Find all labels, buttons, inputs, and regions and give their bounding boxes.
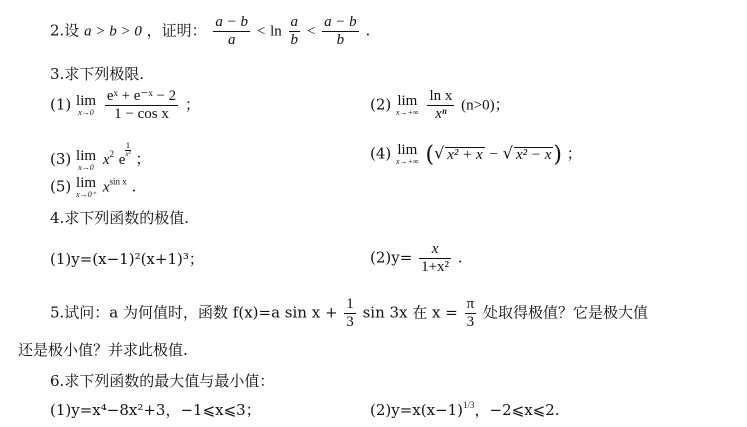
sqrt-symbol: √ bbox=[434, 143, 445, 163]
problem-6-title: 6.求下列函数的最大值与最小值： bbox=[50, 372, 275, 390]
fraction-a-over-b: $\frac{a}{b}$ bbox=[290, 14, 299, 48]
fraction-pi-over-3: $\frac{\pi}{3}$ bbox=[466, 296, 475, 330]
problem-3-item-1: (1) lim x→0 $\frac{\text{eˣ + e⁻ˣ − 2}}{\text{1 − cos x}}$ ； bbox=[50, 88, 200, 122]
problem-2-prove: ，证明： bbox=[146, 21, 207, 40]
radicand-1: x² + x bbox=[447, 146, 483, 163]
limit-operator: lim x→0⁺ bbox=[76, 175, 97, 199]
less-than-2: < bbox=[306, 23, 316, 40]
problem-2-condition: a > b > 0 bbox=[84, 23, 142, 40]
sqrt-symbol: √ bbox=[502, 143, 513, 163]
fraction-limit-2: $\frac{\text{ln x}}{\text{xⁿ}}$ bbox=[429, 88, 453, 122]
problem-4-title: 4.求下列函数的极值. bbox=[50, 209, 190, 227]
fraction-x-over-1-plus-x2: $\frac{x}{\text{1+x²}}$ bbox=[421, 241, 450, 275]
radicand-2: x² − x bbox=[515, 146, 552, 163]
problem-5-line-1: 5.试问：a 为何值时，函数 f(x)=a sin x + $\frac{1}{3}$ sin 3x 在 x = $\frac{\pi}{3}$ 处取得极值？它是极大值 bbox=[50, 296, 648, 330]
less-than-1: < bbox=[256, 23, 266, 40]
limit-operator: lim x→0 bbox=[76, 93, 97, 117]
right-paren: ) bbox=[553, 142, 562, 168]
problem-3-item-2: (2) lim x→+∞ $\frac{\text{ln x}}{\text{xⁿ}}$ (n>0)； bbox=[370, 88, 510, 122]
fraction-a-minus-b-over-b: $\frac{a - b}{b}$ bbox=[324, 14, 357, 48]
exponent-fraction: $\frac{1}{\text{x²}}$ bbox=[125, 142, 131, 158]
problem-3-title: 3.求下列极限. bbox=[50, 65, 145, 83]
fraction-limit-1: $\frac{\text{eˣ + e⁻ˣ − 2}}{\text{1 − cos x}}$ bbox=[106, 88, 177, 122]
ln-label: ln bbox=[270, 23, 282, 40]
fraction-a-minus-b-over-a: $\frac{a - b}{a}$ bbox=[215, 14, 249, 48]
problem-4-item-1: (1)y=(x−1)²(x+1)³； bbox=[50, 250, 204, 268]
problem-5-line-2: 还是极小值？并求此极值. bbox=[18, 341, 188, 359]
problem-3-item-3: (3) lim x→0 $x^2$ e $\frac{1}{\text{x²}}$ ； bbox=[50, 142, 151, 172]
limit-operator: lim x→0 bbox=[76, 147, 97, 172]
limit-operator: lim x→+∞ bbox=[396, 142, 419, 166]
problem-6-item-2: $(2)y=x(x-1)^{1/3}$，−2⩽x⩽2. bbox=[370, 400, 560, 419]
fraction-one-third: $\frac{1}{3}$ bbox=[346, 296, 354, 330]
left-paren: ( bbox=[425, 142, 435, 168]
problem-6-item-1: (1)y=x⁴−8x²+3，−1⩽x⩽3； bbox=[50, 401, 261, 419]
problem-4-item-2: (2)y= $\frac{x}{\text{1+x²}}$ . bbox=[370, 241, 463, 275]
problem-2-end: . bbox=[365, 21, 371, 40]
problem-2-head: 2.设 bbox=[50, 21, 80, 40]
problem-3-item-4: (4) lim x→+∞ (√ x² + x − √ x² − x) ； bbox=[370, 142, 582, 168]
problem-3-item-5: (5) lim x→0⁺ $x^{sin x}$ . bbox=[50, 175, 137, 199]
problem-2 bbox=[50, 14, 370, 49]
limit-operator: lim x→+∞ bbox=[396, 93, 419, 117]
